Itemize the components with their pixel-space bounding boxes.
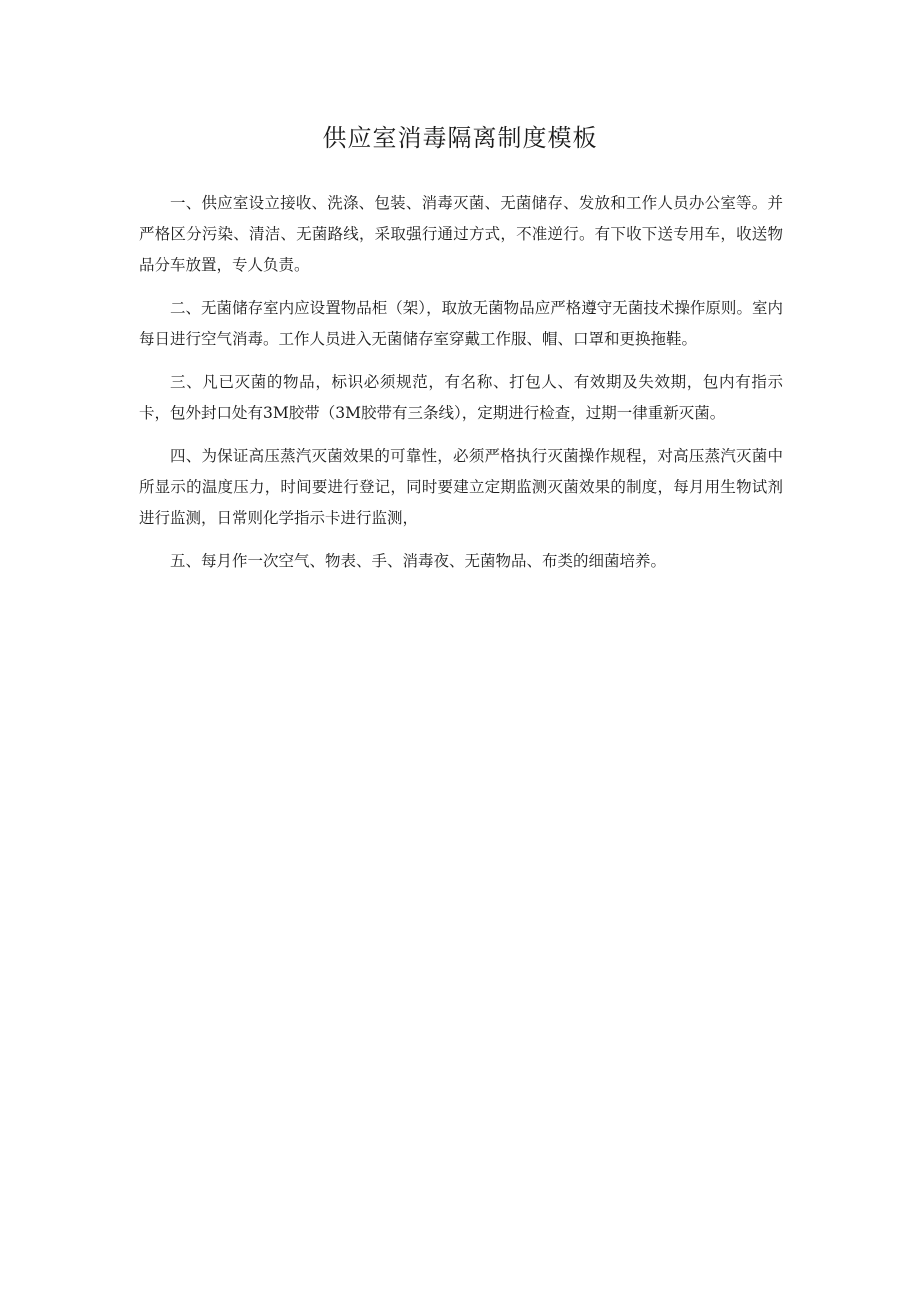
paragraph-3: 三、凡已灭菌的物品，标识必须规范，有名称、打包人、有效期及失效期，包内有指示卡，包外封口处有3M胶带（3M胶带有三条线），定期进行检查，过期一律重新灭菌。 [139, 373, 783, 422]
paragraph-2: 二、无菌储存室内应设置物品柜（架），取放无菌物品应严格遵守无菌技术操作原则。室内每日进行空气消毒。工作人员进入无菌储存室穿戴工作服、帽、口罩和更换拖鞋。 [139, 299, 783, 348]
document-body [139, 188, 783, 589]
paragraph-5: 五、每月作一次空气、物表、手、消毒夜、无菌物品、布类的细菌培养。 [170, 552, 667, 570]
paragraph-1: 一、供应室设立接收、洗涤、包装、消毒灭菌、无菌储存、发放和工作人员办公室等。并严格区分污染、清洁、无菌路线，采取强行通过方式，不准逆行。有下收下送专用车，收送物品分车放置，专人负责。 [139, 194, 783, 274]
paragraph-4: 四、为保证高压蒸汽灭菌效果的可靠性，必须严格执行灭菌操作规程，对高压蒸汽灭菌中所显示的温度压力，时间要进行登记，同时要建立定期监测灭菌效果的制度，每月用生物试剂进行监测，日常则化学指示卡进行监测， [139, 447, 783, 527]
document-title: 供应室消毒隔离制度模板 [322, 124, 598, 152]
